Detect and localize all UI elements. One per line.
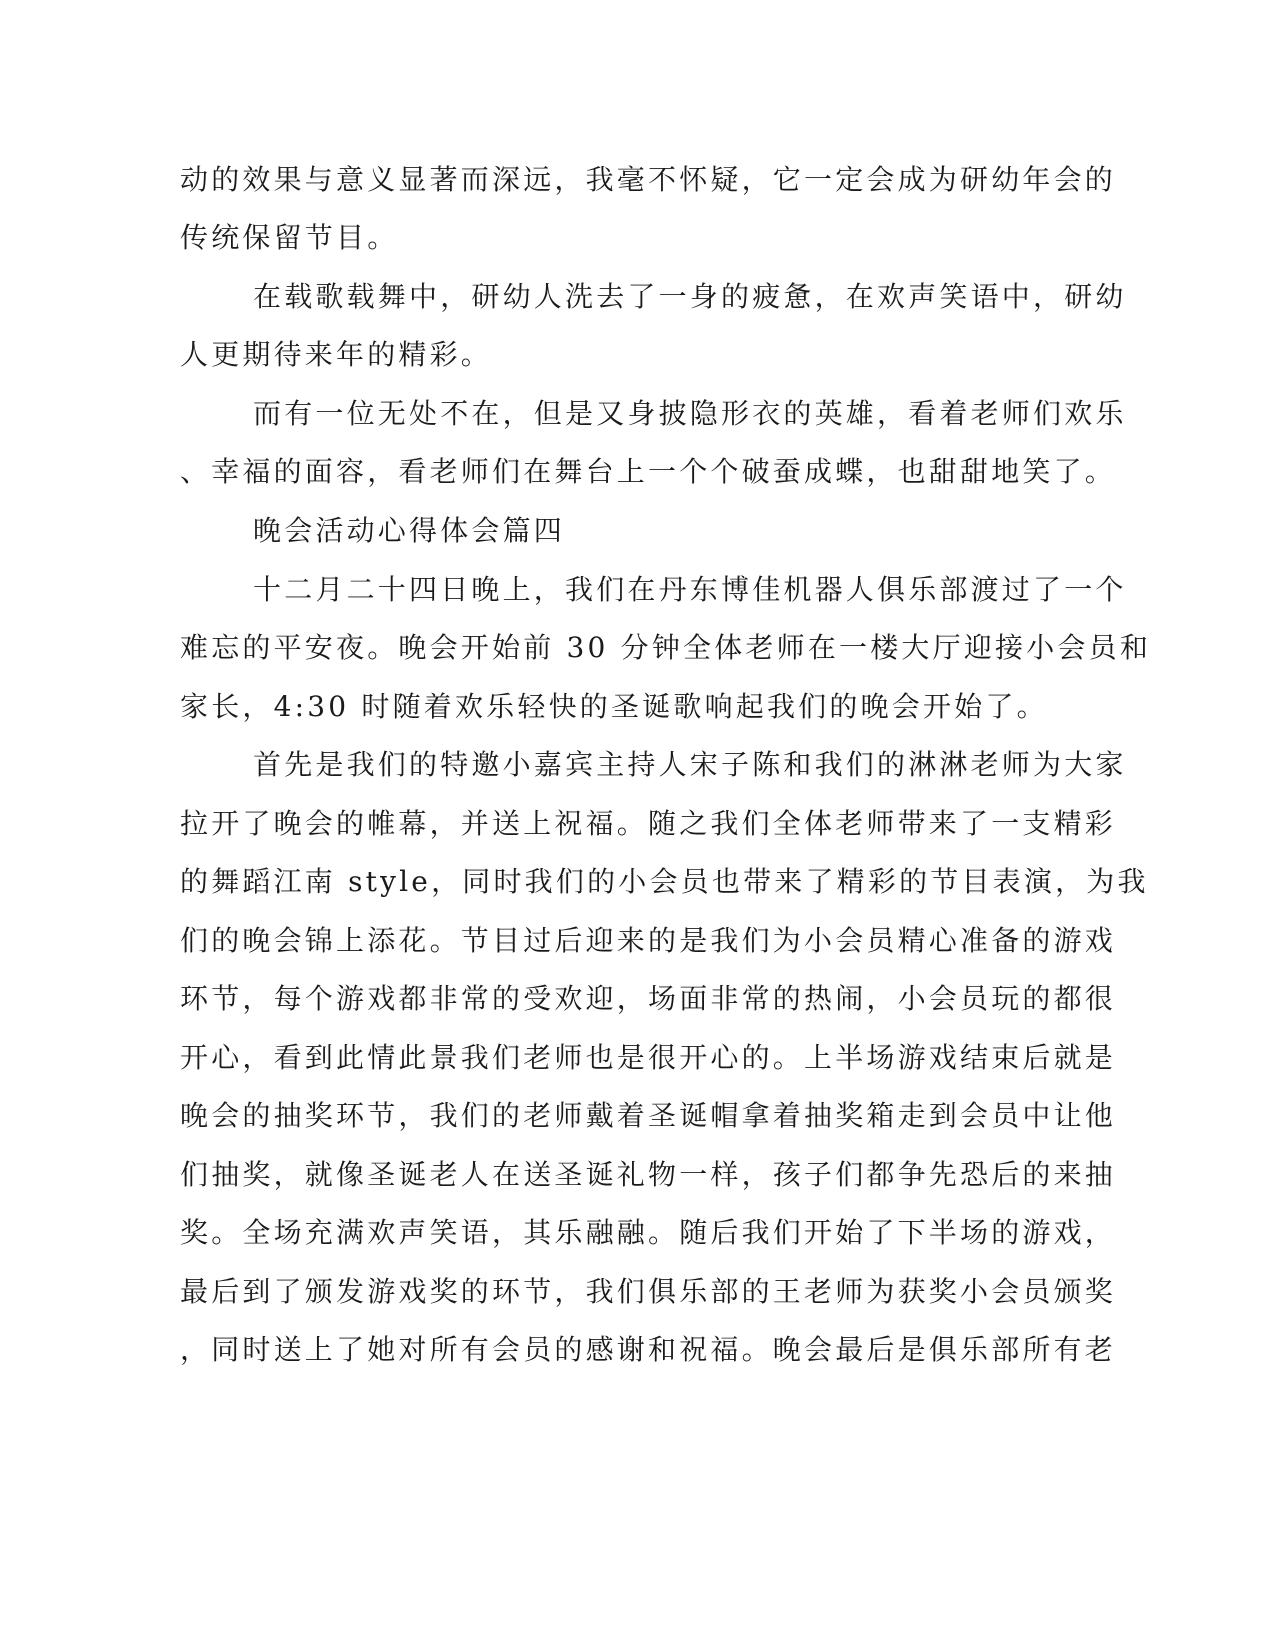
text-line: 动的效果与意义显著而深远，我毫不怀疑，它一定会成为研幼年会的 [180, 163, 1117, 196]
text-line: 十二月二十四日晚上，我们在丹东博佳机器人俱乐部渡过了一个 [253, 573, 1127, 606]
text-line: 家长，4:30 时随着欢乐轻快的圣诞歌响起我们的晚会开始了。 [180, 690, 1048, 723]
text-line: 们的晚会锦上添花。节目过后迎来的是我们为小会员精心准备的游戏 [180, 924, 1117, 957]
text-line: ，同时送上了她对所有会员的感谢和祝福。晚会最后是俱乐部所有老 [180, 1333, 1117, 1366]
text-line: 最后到了颁发游戏奖的环节，我们俱乐部的王老师为获奖小会员颁奖 [180, 1275, 1117, 1308]
section-heading: 晚会活动心得体会篇四 [253, 514, 566, 547]
text-line: 传统保留节目。 [180, 221, 399, 254]
text-line: 在载歌载舞中，研幼人洗去了一身的疲惫，在欢声笑语中，研幼 [253, 280, 1127, 313]
text-line: 环节，每个游戏都非常的受欢迎，场面非常的热闹，小会员玩的都很 [180, 982, 1117, 1015]
text-line: 开心，看到此情此景我们老师也是很开心的。上半场游戏结束后就是 [180, 1041, 1117, 1074]
text-line: 奖。全场充满欢声笑语，其乐融融。随后我们开始了下半场的游戏， [180, 1216, 1117, 1249]
text-line: 首先是我们的特邀小嘉宾主持人宋子陈和我们的淋淋老师为大家 [253, 748, 1127, 781]
text-line: 晚会的抽奖环节，我们的老师戴着圣诞帽拿着抽奖箱走到会员中让他 [180, 1099, 1117, 1132]
text-line: 人更期待来年的精彩。 [180, 338, 493, 371]
text-line: 的舞蹈江南 style，同时我们的小会员也带来了精彩的节目表演，为我 [180, 865, 1149, 898]
text-line: 而有一位无处不在，但是又身披隐形衣的英雄，看着老师们欢乐 [253, 397, 1127, 430]
text-line: 难忘的平安夜。晚会开始前 30 分钟全体老师在一楼大厅迎接小会员和 [180, 631, 1152, 664]
text-line: 拉开了晚会的帷幕，并送上祝福。随之我们全体老师带来了一支精彩 [180, 807, 1117, 840]
text-line: 、幸福的面容，看老师们在舞台上一个个破蚕成蝶，也甜甜地笑了。 [180, 455, 1117, 488]
text-line: 们抽奖，就像圣诞老人在送圣诞礼物一样，孩子们都争先恐后的来抽 [180, 1158, 1117, 1191]
